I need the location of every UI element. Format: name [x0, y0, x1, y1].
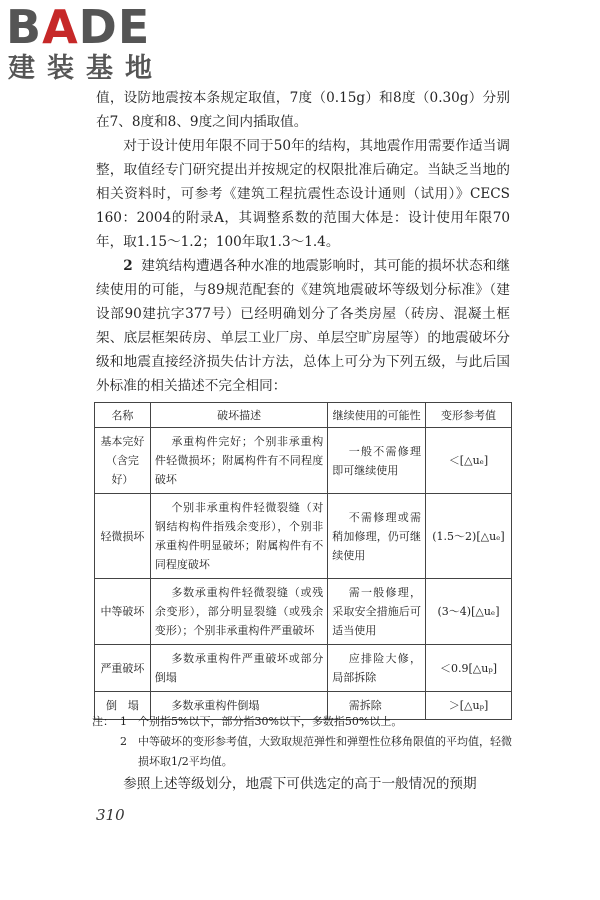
paragraph-damage-grades-text: 建筑结构遭遇各种水准的地震影响时，其可能的损坏状态和继续使用的可能，与89规范配套的《建筑地震破坏等级划分标准》（建设部90建抗字377号）已经明确划分了各类房屋（砖房、混凝土框架、底层框架砖房、单层工业厂房、单层空旷房屋等）的地震破坏分级和地震直接经济损失估计方法，总体上可分为下列五级，与此后国外标准的相关描述不完全相同：: [96, 258, 510, 394]
grade-usability: 需拆除: [328, 692, 426, 720]
table-row: [95, 428, 512, 494]
note-text: 个别指5%以下，部分指30%以下，多数指50%以上。: [138, 715, 403, 728]
grade-deformation: ＞[△uₚ]: [426, 692, 512, 720]
grade-deformation: ＜0.9[△uₚ]: [426, 645, 512, 692]
logo-brand: [6, 2, 196, 52]
grade-deformation: (3～4)[△uₑ]: [426, 579, 512, 645]
note-text: 中等破坏的变形参考值，大致取规范弹性和弹塑性位移角限值的平均值，轻微损坏取1/2平均值。: [138, 735, 512, 768]
grade-name: 倒 塌: [95, 692, 151, 720]
header-deformation: 变形参考值: [426, 403, 512, 428]
grade-description: 多数承重构件倒塌: [150, 692, 327, 720]
grade-name: 严重破坏: [95, 645, 151, 692]
grade-usability: 不需修理或需稍加修理，仍可继续使用: [328, 494, 426, 579]
grade-name: 基本完好（含完好）: [95, 428, 151, 494]
table-row: [95, 645, 512, 692]
grade-description: 多数承重构件严重破坏或部分倒塌: [150, 645, 327, 692]
grade-deformation: (1.5～2)[△uₑ]: [426, 494, 512, 579]
logo-letter-b: B: [6, 0, 43, 54]
paragraph-continued: 值，设防地震按本条规定取值，7度（0.15g）和8度（0.30g）分别在7、8度和8、9度之间内插取值。: [96, 90, 510, 130]
grade-description: 承重构件完好；个别非承重构件轻微损坏；附属构件有不同程度破坏: [150, 428, 327, 494]
grade-name: 轻微损坏: [95, 494, 151, 579]
note-item: [92, 732, 512, 772]
grade-usability: 一般不需修理即可继续使用: [328, 428, 426, 494]
grade-name: 中等破坏: [95, 579, 151, 645]
logo-subtitle: 建装基地: [8, 53, 164, 84]
site-logo: [6, 2, 196, 94]
note-index: 2: [120, 735, 127, 748]
table-header-row: [95, 403, 512, 428]
grade-usability: 需一般修理，采取安全措施后可适当使用: [328, 579, 426, 645]
logo-letters-de: DE: [78, 0, 151, 54]
grade-usability: 应排险大修，局部拆除: [328, 645, 426, 692]
notes-lead: 注：: [92, 715, 114, 728]
damage-grade-table: [94, 402, 512, 720]
item-number: 2: [123, 258, 133, 274]
header-description: 破坏描述: [150, 403, 327, 428]
table-row: [95, 494, 512, 579]
table-row: [95, 579, 512, 645]
logo-letter-a: A: [42, 0, 79, 54]
note-index: 1: [120, 715, 127, 728]
paragraph-damage-grades: [96, 254, 510, 398]
header-usability: 继续使用的可能性: [328, 403, 426, 428]
page-number: 310: [96, 806, 125, 824]
header-name: 名称: [95, 403, 151, 428]
grade-description: 个别非承重构件轻微裂缝（对钢结构构件指残余变形），个别非承重构件明显破坏；附属构件有不同程度破坏: [150, 494, 327, 579]
grade-deformation: ＜[△uₑ]: [426, 428, 512, 494]
grade-description: 多数承重构件轻微裂缝（或残余变形），部分明显裂缝（或残余变形）；个别非承重构件严重破坏: [150, 579, 327, 645]
table-notes: [92, 712, 512, 772]
paragraph-next: 参照上述等级划分，地震下可供选定的高于一般情况的预期: [123, 776, 477, 792]
note-item: [92, 712, 512, 732]
body-text: [96, 86, 510, 398]
paragraph-service-life: 对于设计使用年限不同于50年的结构，其地震作用需要作适当调整，取值经专门研究提出并按规定的权限批准后确定。当缺乏当地的相关资料时，可参考《建筑工程抗震性态设计通则（试用）》CECS 160：2004的附录A，其调整系数的范围大体是：设计使用年限70年，取1.15～1.2；100年取1.3～1.4。: [96, 138, 510, 250]
